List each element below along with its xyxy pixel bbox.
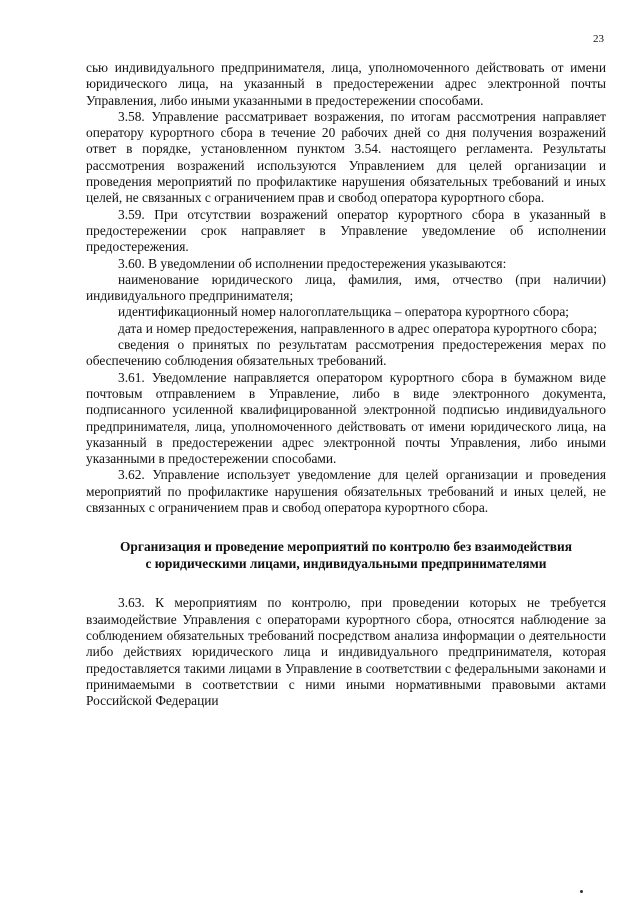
- paragraph-3-58: 3.58. Управление рассматривает возражения, по итогам рассмотрения направляет оператору курортного сбора в течение 20 рабочих дней со дня получения возражений ответ в порядке, установленном пунктом 3.54. настоящего регламента. Результаты рассмотрения возражений используются Управлением для целей организации и проведения мероприятий по профилактике нарушения обязательных требований и иных целей, не связанных с ограничением прав и свобод оператора курортного сбора.: [86, 108, 606, 206]
- paragraph-3-59: 3.59. При отсутствии возражений оператор курортного сбора в указанный в предостережении срок направляет в Управление уведомление об исполнении предостережения.: [86, 206, 606, 255]
- paragraph-3-61: 3.61. Уведомление направляется оператором курортного сбора в бумажном виде почтовым отправлением в Управление, либо в виде электронного документа, подписанного усиленной квалифицированной электронной подписью индивидуального предпринимателя, лица, уполномоченного действовать от имени юридического лица, на указанный в предостережении адрес электронной почты Управления, либо иными указанными в предостережении способами.: [86, 369, 606, 467]
- list-item: сведения о принятых по результатам рассмотрения предостережения мерах по обеспечению соблюдения обязательных требований.: [86, 337, 606, 369]
- paragraph-3-60: 3.60. В уведомлении об исполнении предостережения указываются:: [118, 255, 507, 271]
- page-number: 23: [593, 33, 604, 45]
- document-body: [86, 60, 606, 709]
- section-heading: [86, 539, 606, 572]
- list-item: идентификационный номер налогоплательщика – оператора курортного сбора;: [118, 304, 569, 320]
- list-item: дата и номер предостережения, направленного в адрес оператора курортного сбора;: [118, 320, 598, 336]
- list-item: наименование юридического лица, фамилия, имя, отчество (при наличии) индивидуального предпринимателя;: [86, 271, 606, 304]
- paragraph-3-62: 3.62. Управление использует уведомление для целей организации и проведения мероприятий по профилактике нарушения обязательных требований и иных целей, не связанных с ограничением прав и свобод оператора курортного сбора.: [86, 467, 606, 516]
- scan-dot: [580, 890, 583, 893]
- paragraph-3-63: 3.63. К мероприятиям по контролю, при проведении которых не требуется взаимодействие Управления с операторами курортного сбора, относятся наблюдение за соблюдением обязательных требований посредством анализа информации о деятельности либо действиях юридического лица и индивидуального предпринимателя, которая предоставляется такими лицами в Управление в соответствии с федеральными законами и принимаемыми в соответствии с ними иными нормативными правовыми актами Российской Федерации: [86, 595, 606, 709]
- section-heading-line-2: с юридическими лицами, индивидуальными предпринимателями: [145, 555, 547, 571]
- section-heading-line-1: Организация и проведение мероприятий по контролю без взаимодействия: [120, 539, 572, 555]
- paragraph-continuation: сью индивидуального предпринимателя, лица, уполномоченного действовать от имени юридического лица, на указанный в предостережении адрес электронной почты Управления, либо иными указанными в предостережении способами.: [86, 60, 606, 108]
